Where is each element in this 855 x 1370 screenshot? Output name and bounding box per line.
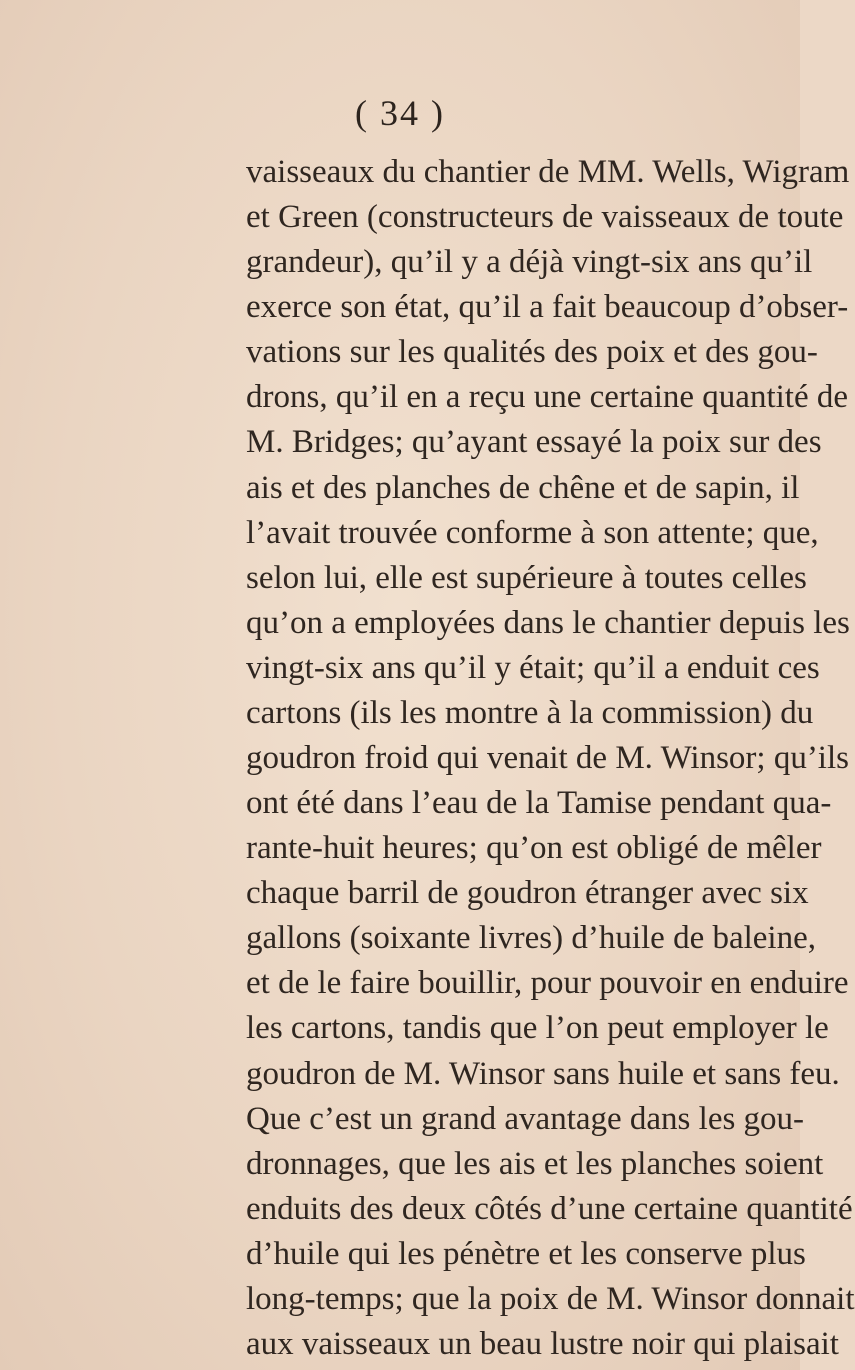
page-number: ( 34 ) <box>355 93 445 133</box>
text-line: grandeur), qu’il y a déjà vingt-six ans qu’il <box>246 244 813 280</box>
text-line: rante-huit heures; qu’on est obligé de mêler <box>246 830 822 866</box>
text-line: et Green (constructeurs de vaisseaux de toute <box>246 199 844 235</box>
text-line: goudron de M. Winsor sans huile et sans feu. <box>246 1056 840 1092</box>
text-line: les cartons, tandis que l’on peut employer le <box>246 1010 829 1046</box>
text-line: Que c’est un grand avantage dans les gou- <box>246 1101 805 1137</box>
text-line: l’avait trouvée conforme à son attente; que, <box>246 515 819 551</box>
text-line: selon lui, elle est supérieure à toutes celles <box>246 560 807 596</box>
text-line: gallons (soixante livres) d’huile de baleine, <box>246 920 816 956</box>
text-line: goudron froid qui venait de M. Winsor; qu’ils <box>246 740 849 776</box>
text-line: cartons (ils les montre à la commission) du <box>246 695 814 731</box>
text-line: enduits des deux côtés d’une certaine quantité <box>246 1191 853 1227</box>
text-line: d’huile qui les pénètre et les conserve plus <box>246 1236 806 1272</box>
text-line: vaisseaux du chantier de MM. Wells, Wigram <box>246 154 850 190</box>
text-line: et de le faire bouillir, pour pouvoir en enduire <box>246 965 849 1001</box>
text-line: dronnages, que les ais et les planches soient <box>246 1146 824 1182</box>
text-line: M. Bridges; qu’ayant essayé la poix sur des <box>246 424 822 460</box>
text-line: ais et des planches de chêne et de sapin, il <box>246 470 800 506</box>
text-line: qu’on a employées dans le chantier depuis les <box>246 605 850 641</box>
text-line: long-temps; que la poix de M. Winsor donnait <box>246 1281 855 1317</box>
text-line: vations sur les qualités des poix et des gou- <box>246 334 818 370</box>
text-line: aux vaisseaux un beau lustre noir qui plaisait <box>246 1326 839 1362</box>
text-line: ont été dans l’eau de la Tamise pendant qua- <box>246 785 832 821</box>
text-line: drons, qu’il en a reçu une certaine quantité de <box>246 379 848 415</box>
text-line: vingt-six ans qu’il y était; qu’il a enduit ces <box>246 650 820 686</box>
text-line: exerce son état, qu’il a fait beaucoup d’obser- <box>246 289 849 325</box>
text-line: chaque barril de goudron étranger avec six <box>246 875 809 911</box>
